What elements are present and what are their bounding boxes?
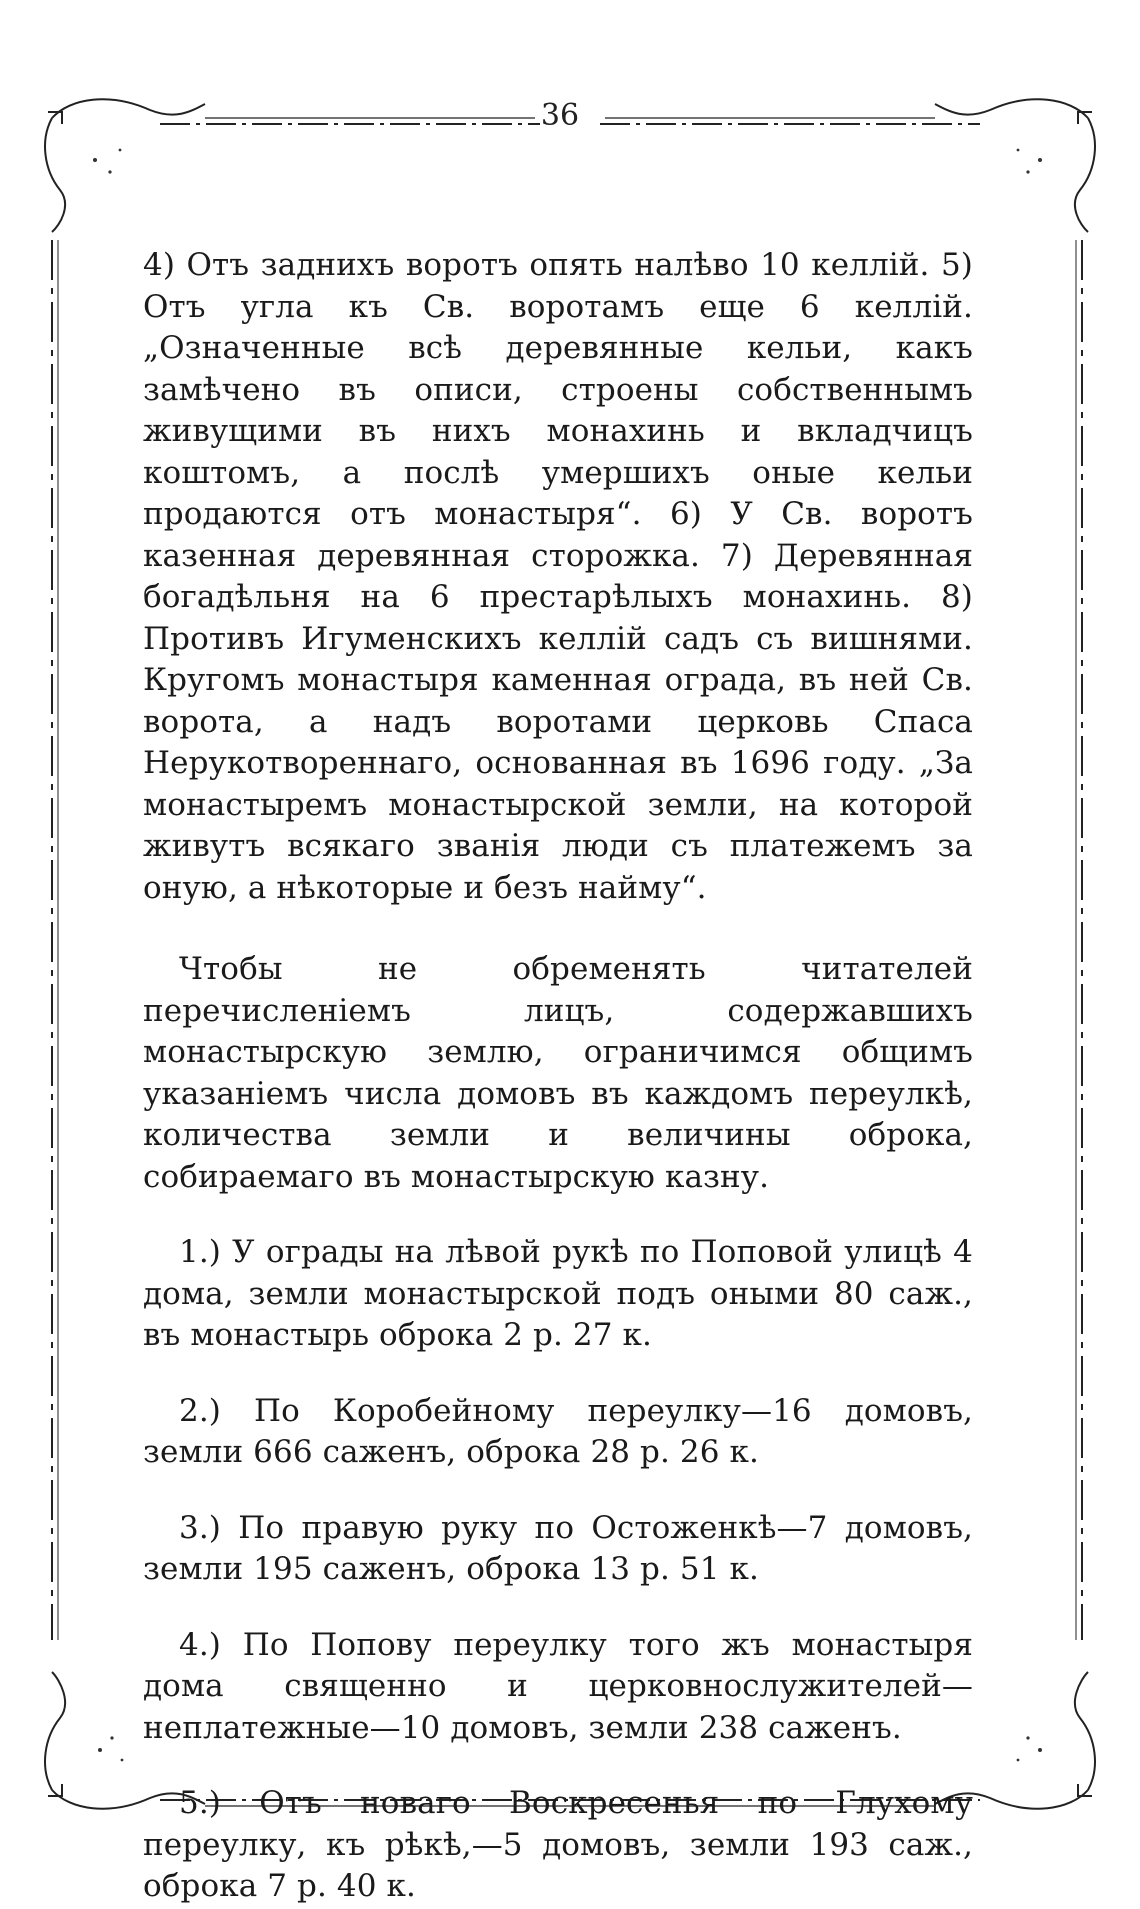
list-item-2: 2.) По Коробейному переулку—16 домовъ, земли 666 саженъ, оброка 28 р. 26 к. (143, 1392, 973, 1470)
list-item-4: 4.) По Попову переулку того жъ монастыря дома священно и церковнослужителей—неплатежные—10 домовъ, земли 238 саженъ. (143, 1626, 973, 1746)
list-item-5: 5.) Отъ новаго Воскресенья по Глухому переулку, къ рѣкѣ,—5 домовъ, земли 193 саж., оброка 7 р. 40 к. (143, 1785, 973, 1904)
top-left-corner-flourish (52, 99, 205, 118)
body-text (143, 245, 973, 1908)
page-number: 36 (540, 98, 580, 133)
top-right-corner-flourish (935, 99, 1088, 118)
paragraph-1: 4) Отъ заднихъ воротъ опять налѣво 10 келлій. 5) Отъ угла къ Св. воротамъ еще 6 келлій. „Означенные всѣ деревянные кельи, какъ замѣчено въ описи, строены собственнымъ живущими въ нихъ монахинь и вкладчицъ коштомъ, а послѣ умершихъ оные кельи продаются отъ монастыря“. 6) У Св. воротъ казенная деревянная сторожка. 7) Деревянная богадѣльня на 6 престарѣлыхъ монахинь. 8) Противъ Игуменскихъ келлій садъ съ вишнями. Кругомъ монастыря каменная ограда, въ ней Св. ворота, а надъ воротами церковь Спаса Нерукотвореннаго, основанная въ 1696 году. „За монастыремъ монастырской земли, на которой живутъ всякаго званія люди съ платежемъ за оную, а нѣкоторые и безъ найму“. (143, 247, 973, 906)
list-item-3: 3.) По правую руку по Остоженкѣ—7 домовъ, земли 195 саженъ, оброка 13 р. 51 к. (143, 1509, 973, 1587)
list-item-1: 1.) У ограды на лѣвой рукѣ по Поповой улицѣ 4 дома, земли монастырской подъ оными 80 саж., въ монастырь оброка 2 р. 27 к. (143, 1234, 973, 1353)
paragraph-2: Чтобы не обременять читателей перечисленіемъ лицъ, содержавшихъ монастырскую землю, ограничимся общимъ указаніемъ числа домовъ въ каждомъ переулкѣ, количества земли и величины оброка, собираемаго въ монастырскую казну. (143, 951, 973, 1195)
